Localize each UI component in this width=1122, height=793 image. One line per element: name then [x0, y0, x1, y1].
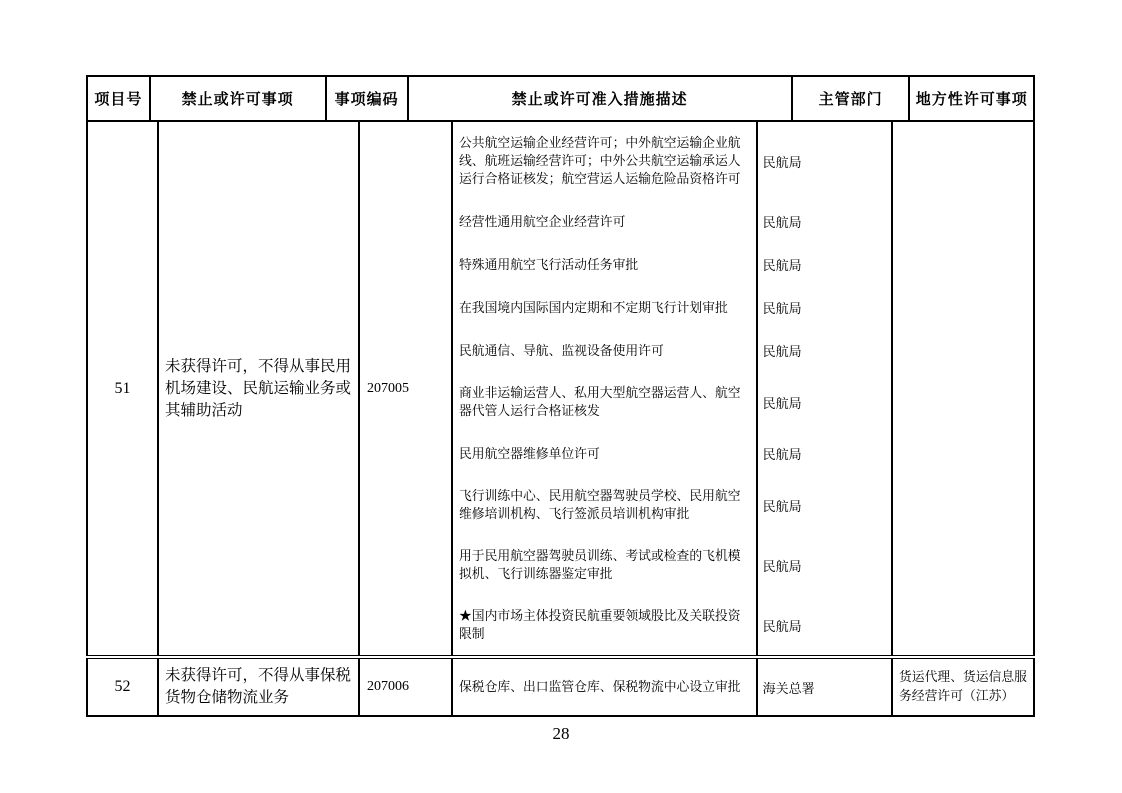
- measure-description: 用于民用航空器驾驶员训练、考试或检查的飞机模拟机、飞行训练器鉴定审批: [453, 535, 758, 595]
- table-row: [86, 658, 1035, 717]
- measure-description: ★国内市场主体投资民航重要领域股比及关联投资限制: [453, 595, 758, 655]
- column-header-measure-description: 禁止或许可准入措施描述: [408, 75, 792, 121]
- measure-subrow: [453, 122, 891, 200]
- measure-description: 在我国境内国际国内定期和不定期飞行计划审批: [453, 286, 758, 329]
- row-prohibited-matter: 未获得许可，不得从事民用机场建设、民航运输业务或其辅助活动: [158, 121, 359, 656]
- measures-list: [453, 122, 891, 655]
- row-item-number: 51: [86, 121, 158, 656]
- measure-description: 保税仓库、出口监管仓库、保税物流中心设立审批: [453, 659, 758, 715]
- column-header-item-number: 项目号: [86, 75, 150, 121]
- measure-department: 民航局: [762, 447, 802, 462]
- measure-department: 民航局: [762, 498, 802, 514]
- measure-department: 民航局: [762, 618, 802, 634]
- measure-department: 海关总署: [762, 680, 815, 696]
- column-header-matter-code: 事项编码: [326, 75, 408, 121]
- measure-description: 特殊通用航空飞行活动任务审批: [453, 243, 758, 286]
- measure-department: 民航局: [762, 395, 802, 411]
- column-header-department: 主管部门: [792, 75, 910, 121]
- table-body: [86, 121, 1035, 717]
- measure-description: 民用航空器维修单位许可: [453, 432, 758, 475]
- measure-description: 飞行训练中心、民用航空器驾驶员学校、民用航空维修培训机构、飞行签派员培训机构审批: [453, 475, 758, 535]
- measure-department: 民航局: [762, 258, 802, 273]
- column-header-prohibited-matter: 禁止或许可事项: [150, 75, 326, 121]
- row-matter-code: 207005: [359, 121, 452, 656]
- table-row: [86, 121, 1035, 656]
- measure-subrow: [453, 372, 891, 432]
- row-matter-code: 207006: [359, 658, 452, 717]
- measure-subrow: [453, 475, 891, 535]
- measure-subrow: [453, 200, 891, 243]
- row-local-items: 货运代理、货运信息服务经营许可（江苏）: [892, 658, 1035, 717]
- page-number: 28: [552, 724, 570, 743]
- row-prohibited-matter: 未获得许可，不得从事保税货物仓储物流业务: [158, 658, 359, 717]
- measure-subrow: [453, 595, 891, 655]
- measure-subrow: [453, 329, 891, 372]
- access-items-table: [86, 75, 1035, 717]
- measure-department: 民航局: [762, 344, 802, 359]
- measure-department: 民航局: [762, 301, 802, 316]
- measure-description: 公共航空运输企业经营许可；中外航空运输企业航线、航班运输经营许可；中外公共航空运输承运人运行合格证核发；航空营运人运输危险品资格许可: [453, 122, 758, 200]
- measure-description: 商业非运输运营人、私用大型航空器运营人、航空器代管人运行合格证核发: [453, 372, 758, 432]
- measure-department: 民航局: [762, 558, 802, 574]
- row-measures-cell: [452, 121, 892, 656]
- measure-description: 民航通信、导航、监视设备使用许可: [453, 329, 758, 372]
- measure-subrow: [453, 286, 891, 329]
- measure-subrow: [453, 535, 891, 595]
- row-item-number: 52: [86, 658, 158, 717]
- row-local-items: [892, 121, 1035, 656]
- row-measures-cell: [452, 658, 892, 717]
- measures-list: [453, 659, 891, 715]
- measure-subrow: [453, 243, 891, 286]
- measure-subrow: [453, 659, 891, 715]
- measure-subrow: [453, 432, 891, 475]
- measure-department: 民航局: [762, 215, 802, 230]
- column-header-local-items: 地方性许可事项: [909, 75, 1035, 121]
- measure-department: 民航局: [762, 154, 802, 170]
- measure-description: 经营性通用航空企业经营许可: [453, 200, 758, 243]
- table-header-row: [86, 75, 1035, 121]
